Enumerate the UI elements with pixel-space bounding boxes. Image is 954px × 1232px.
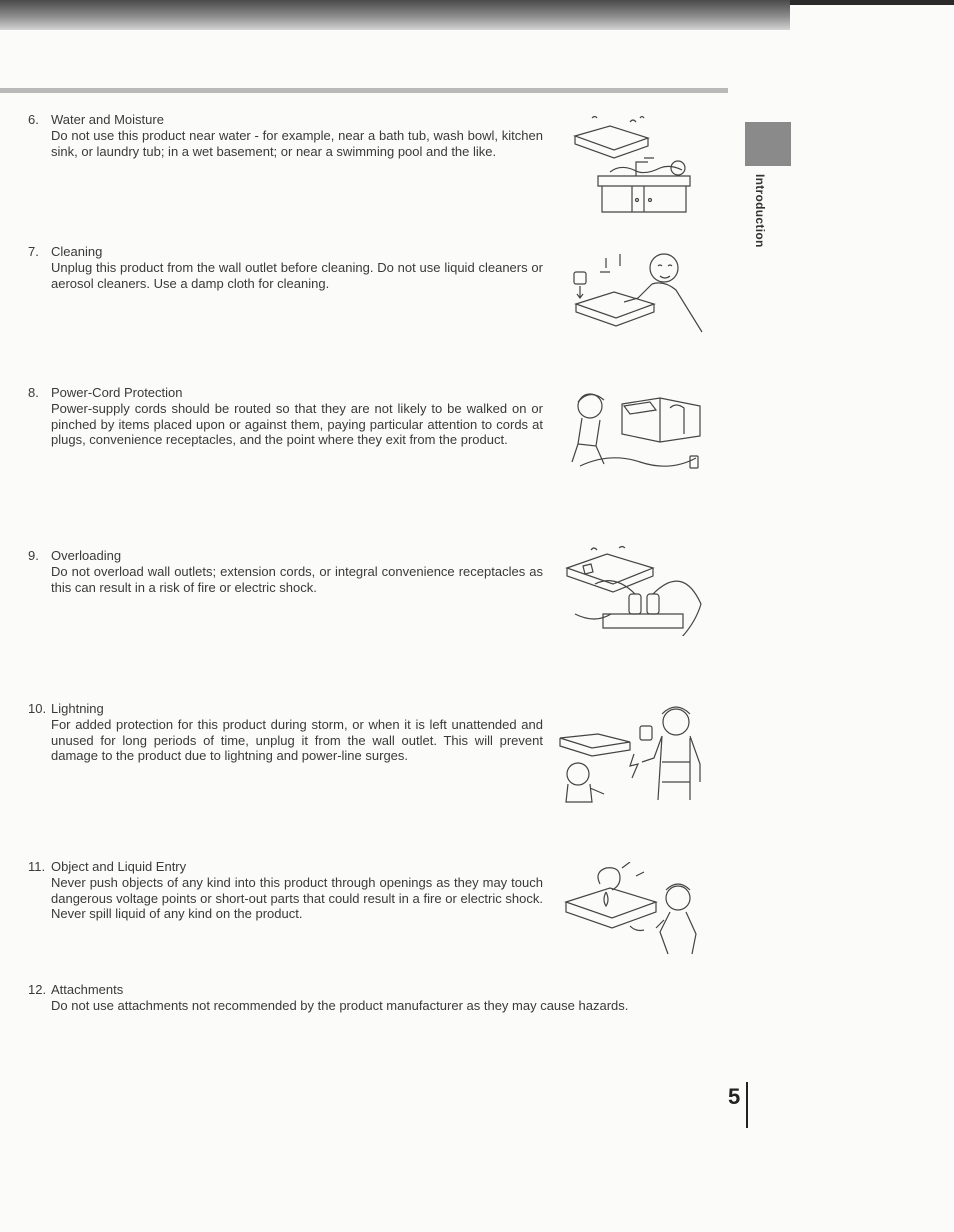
cleaning-illustration-icon xyxy=(568,244,708,336)
item-body: Do not use this product near water - for example, near a bath tub, wash bowl, kitchen sink, or laundry tub; in a wet basement; or near a swimming pool and the like. xyxy=(51,128,543,159)
item-title: Attachments xyxy=(51,982,124,997)
page-number-bar xyxy=(746,1082,748,1128)
item-body: Do not overload wall outlets; extension cords, or integral convenience receptacles as this can result in a risk of fire or electric shock. xyxy=(51,564,543,595)
item-number: 11. xyxy=(28,859,46,874)
lightning-illustration-icon xyxy=(558,702,703,806)
scan-header-band xyxy=(0,0,790,30)
item-title: Cleaning xyxy=(51,244,103,259)
item-title: Lightning xyxy=(51,701,104,716)
item-number: 9. xyxy=(28,548,39,563)
water-moisture-illustration-icon xyxy=(570,114,700,214)
power-cord-illustration-icon xyxy=(560,384,705,480)
item-title: Overloading xyxy=(51,548,122,563)
overloading-illustration-icon xyxy=(563,544,705,636)
item-title: Object and Liquid Entry xyxy=(51,859,187,874)
item-title: Power-Cord Protection xyxy=(51,385,183,400)
item-number: 7. xyxy=(28,244,39,259)
item-number: 8. xyxy=(28,385,39,400)
item-number: 12. xyxy=(28,982,47,997)
item-title: Water and Moisture xyxy=(51,112,164,127)
item-body: Never push objects of any kind into this product through openings as they may touch dangerous voltage points or short-out parts that could result in a fire or electric shock. Never spill liquid of any kind on the product. xyxy=(51,875,543,922)
liquid-entry-illustration-icon xyxy=(560,862,700,958)
header-edge-line xyxy=(790,0,954,5)
item-body: Power-supply cords should be routed so that they are not likely to be walked on or pinched by items placed upon or against them, paying particular attention to cords at plugs, convenience receptacles, and the point where they exit from the product. xyxy=(51,401,543,448)
page-number: 5 xyxy=(728,1084,741,1109)
item-body: Do not use attachments not recommended by the product manufacturer as they may cause hazards. xyxy=(51,998,629,1013)
item-number: 10. xyxy=(28,701,47,716)
section-tab-label: Introduction xyxy=(753,174,767,248)
section-tab-marker xyxy=(745,122,791,166)
header-rule xyxy=(0,88,728,93)
item-body: For added protection for this product during storm, or when it is left unattended and unused for long periods of time, unplug it from the wall outlet. This will prevent damage to the product due to lightning and power-line surges. xyxy=(51,717,543,764)
item-body: Unplug this product from the wall outlet before cleaning. Do not use liquid cleaners or aerosol cleaners. Use a damp cloth for cleaning. xyxy=(51,260,543,291)
item-number: 6. xyxy=(28,112,39,127)
